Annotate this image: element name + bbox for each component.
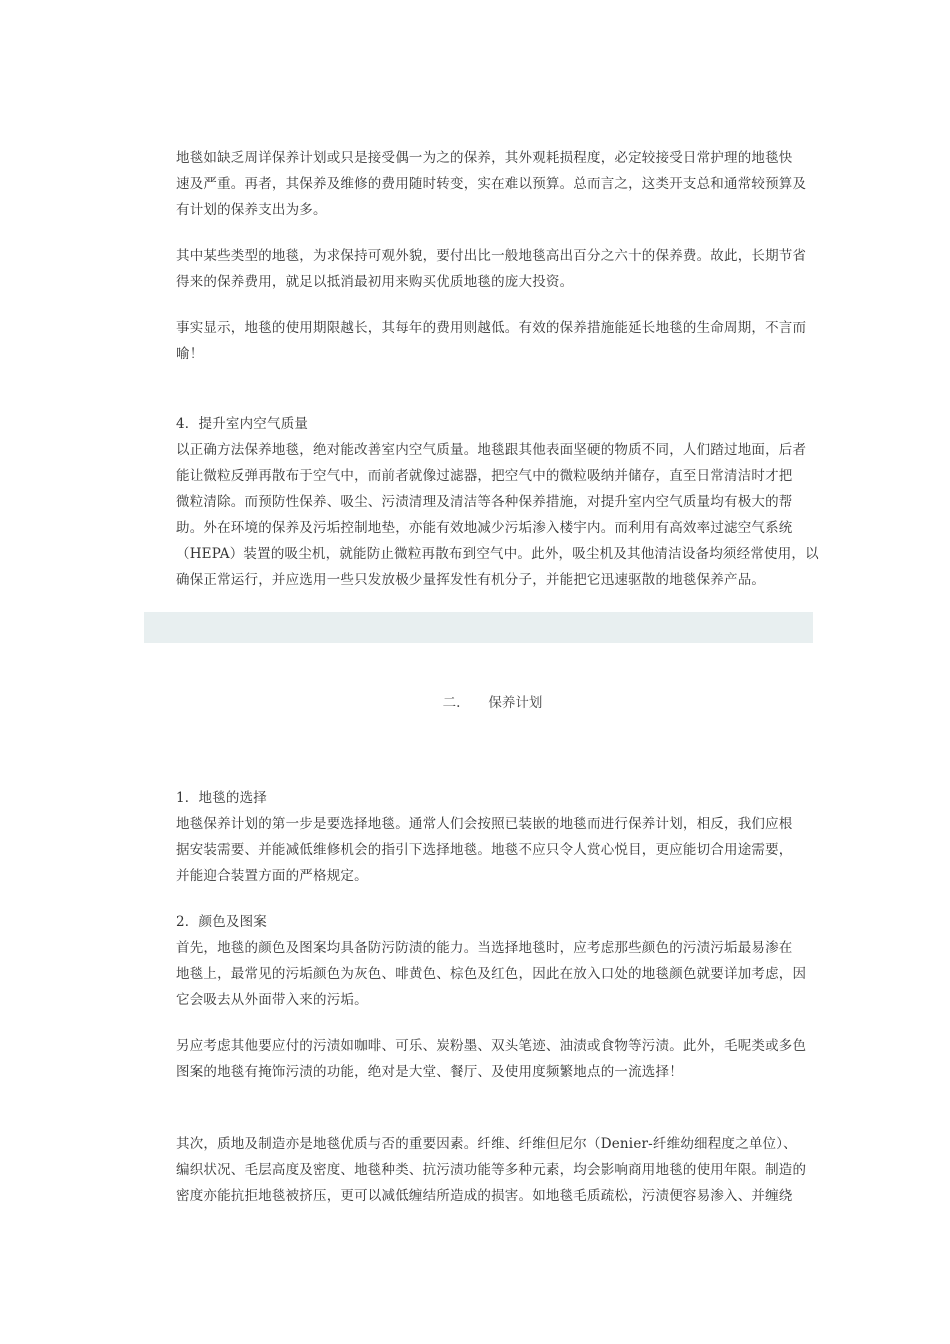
section-air-quality: [176, 411, 819, 593]
text-line: 另应考虑其他要应付的污渍如咖啡、可乐、炭粉墨、双头笔迹、油渍或食物等污渍。此外，毛呢类或多色: [176, 1038, 807, 1054]
text-line: 密度亦能抗拒地毯被挤压，更可以减低缠结所造成的损害。如地毯毛质疏松，污渍便容易渗入、并缠绕: [176, 1188, 793, 1204]
paragraph-maintenance-fee: [176, 243, 816, 295]
text-line: 速及严重。再者，其保养及维修的费用随时转变，实在难以预算。总而言之，这类开支总和通常较预算及: [176, 176, 807, 192]
text-line: 编织状况、毛层高度及密度、地毯种类、抗污渍功能等多种元素，均会影响商用地毯的使用年限。制造的: [176, 1162, 807, 1178]
text-line: 图案的地毯有掩饰污渍的功能，绝对是大堂、餐厅、及使用度频繁地点的一流选择！: [176, 1064, 683, 1080]
section-title: [0, 690, 950, 716]
paragraph-stain-types: [176, 1033, 816, 1085]
text-line: 地毯上，最常见的污垢颜色为灰色、啡黄色、棕色及红色，因此在放入口处的地毯颜色就要详加考虑，因: [176, 966, 807, 982]
text-line: 其次，质地及制造亦是地毯优质与否的重要因素。纤维、纤维但尼尔（Denier-纤维幼细程度之单位）、: [176, 1136, 797, 1152]
paragraph-texture-quality: [176, 1131, 816, 1209]
text-line: 并能迎合装置方面的严格规定。: [176, 868, 368, 884]
text-line: 地毯如缺乏周详保养计划或只是接受偶一为之的保养，其外观耗损程度，必定较接受日常护理的地毯快: [176, 150, 793, 166]
text-line: （HEPA）装置的吸尘机，就能防止微粒再散布到空气中。此外，吸尘机及其他清洁设备均须经常使用，以: [176, 546, 819, 562]
text-line: 地毯保养计划的第一步是要选择地毯。通常人们会按照已装嵌的地毯而进行保养计划，相反，我们应根: [176, 816, 793, 832]
text-line: 事实显示，地毯的使用期限越长，其每年的费用则越低。有效的保养措施能延长地毯的生命周期，不言而: [176, 320, 807, 336]
paragraph-lifespan: [176, 315, 816, 367]
text-line: 确保正常运行，并应选用一些只发放极少量挥发性有机分子，并能把它迅速驱散的地毯保养产品。: [176, 572, 766, 588]
section-title-text: 保养计划: [488, 695, 543, 711]
section-divider-band: [144, 612, 813, 643]
text-line: 助。外在环境的保养及污垢控制地垫，亦能有效地减少污垢渗入楼宇内。而利用有高效率过滤空气系统: [176, 520, 793, 536]
subheading-color: 2．颜色及图案: [176, 914, 267, 930]
text-line: 微粒清除。而预防性保养、吸尘、污渍清理及清洁等各种保养措施，对提升室内空气质量均有极大的帮: [176, 494, 793, 510]
subheading-selection: 1．地毯的选择: [176, 790, 267, 806]
text-line: 其中某些类型的地毯，为求保持可观外貌，要付出比一般地毯高出百分之六十的保养费。故此，长期节省: [176, 248, 807, 264]
text-line: 首先，地毯的颜色及图案均具备防污防渍的能力。当选择地毯时，应考虑那些颜色的污渍污垢最易渗在: [176, 940, 793, 956]
text-line: 以正确方法保养地毯，绝对能改善室内空气质量。地毯跟其他表面坚硬的物质不同，人们踏过地面，后者: [176, 442, 807, 458]
text-line: 得来的保养费用，就足以抵消最初用来购买优质地毯的庞大投资。: [176, 274, 574, 290]
section-carpet-selection: [176, 785, 816, 889]
text-line: 它会吸去从外面带入来的污垢。: [176, 992, 368, 1008]
text-line: 喻！: [176, 346, 204, 362]
paragraph-maintenance-cost: [176, 145, 816, 223]
text-line: 能让微粒反弹再散布于空气中，而前者就像过滤器，把空气中的微粒吸纳并储存，直至日常清洁时才把: [176, 468, 793, 484]
text-line: 有计划的保养支出为多。: [176, 202, 327, 218]
text-line: 据安装需要、并能减低维修机会的指引下选择地毯。地毯不应只令人赏心悦目，更应能切合用途需要，: [176, 842, 793, 858]
section-number: 二.: [442, 695, 461, 711]
subheading-air-quality: 4．提升室内空气质量: [176, 416, 309, 432]
section-color-pattern: [176, 909, 816, 1013]
